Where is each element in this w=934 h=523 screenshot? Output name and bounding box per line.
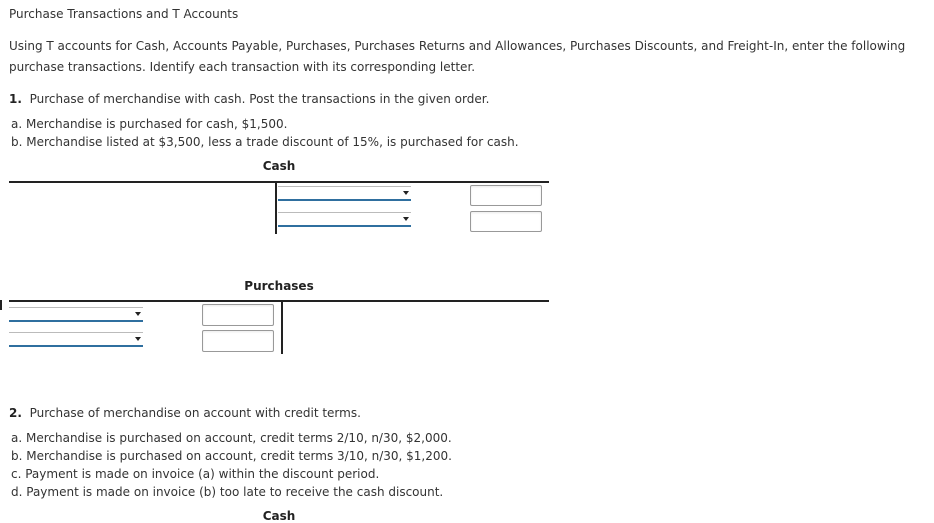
cash-t-vertical (275, 182, 277, 234)
purchases-debit-dropdown-2[interactable] (9, 332, 143, 347)
cash-credit-dropdown-1[interactable] (278, 186, 411, 201)
purchases-edge-mark (0, 300, 2, 310)
part1-item-b: b. Merchandise listed at $3,500, less a trade discount of 15%, is purchased for cash. (11, 135, 519, 149)
part2-item-c: c. Payment is made on invoice (a) within the discount period. (11, 467, 380, 481)
part2-cash-account-title: Cash (262, 509, 296, 523)
purchases-t-horizontal (9, 300, 549, 302)
purchases-debit-dropdown-1[interactable] (9, 307, 143, 322)
part2-item-b: b. Merchandise is purchased on account, credit terms 3/10, n/30, $1,200. (11, 449, 452, 463)
part2-text: Purchase of merchandise on account with credit terms. (29, 406, 361, 420)
part2-item-a: a. Merchandise is purchased on account, credit terms 2/10, n/30, $2,000. (11, 431, 452, 445)
chevron-down-icon (403, 217, 409, 221)
cash-credit-amount-1[interactable] (470, 185, 542, 206)
chevron-down-icon (135, 337, 141, 341)
page-title: Purchase Transactions and T Accounts (9, 7, 239, 21)
purchases-debit-amount-2[interactable] (202, 330, 274, 352)
chevron-down-icon (403, 191, 409, 195)
chevron-down-icon (135, 312, 141, 316)
purchases-t-vertical (281, 301, 283, 354)
part1-number: 1. (9, 92, 22, 106)
purchases-account-title: Purchases (244, 279, 314, 293)
part1-heading (9, 92, 489, 106)
part1-item-a: a. Merchandise is purchased for cash, $1,500. (11, 117, 288, 131)
part2-item-d: d. Payment is made on invoice (b) too late to receive the cash discount. (11, 485, 444, 499)
cash-t-horizontal (9, 181, 549, 183)
part1-text: Purchase of merchandise with cash. Post the transactions in the given order. (29, 92, 490, 106)
part2-number: 2. (9, 406, 22, 420)
purchases-debit-amount-1[interactable] (202, 304, 274, 326)
part2-heading (9, 406, 361, 420)
instructions-text: Using T accounts for Cash, Accounts Payable, Purchases, Purchases Returns and Allowances, Purchases Discounts, and Freight-In, enter the following purchase transactions. Identify each transaction with its corresponding letter. (9, 39, 906, 74)
cash-account-title: Cash (262, 159, 296, 173)
cash-credit-dropdown-2[interactable] (278, 212, 411, 227)
cash-credit-amount-2[interactable] (470, 211, 542, 232)
